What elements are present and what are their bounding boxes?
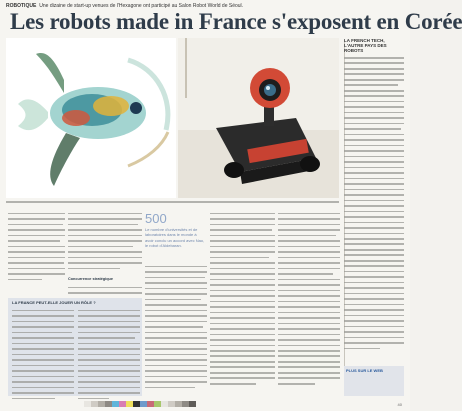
article-column-1 <box>8 209 65 280</box>
pull-quote-text: Le nombre d'universités et de laboratoires dans le monde à avoir conclu un accord avec Nao, le robot d'Aldebaran. <box>145 227 205 249</box>
print-color-bar <box>84 401 196 407</box>
column-1-text <box>8 213 65 280</box>
kicker-text: Une dizaine de start-up venues de l'Hexagone ont participé au Salon Robot World de Séoul. <box>39 3 244 9</box>
web-box-title: PLUS SUR LE WEB <box>346 368 383 373</box>
photo-strip <box>6 38 339 198</box>
column-4-text <box>210 213 275 385</box>
article-column-2-continued <box>68 283 142 296</box>
inset-box-column-1-text <box>12 310 74 399</box>
photo-home-robot <box>178 38 339 198</box>
column-5-text <box>278 213 340 385</box>
sidebar-text <box>344 57 404 349</box>
article-column-3 <box>145 262 207 388</box>
home-robot-illustration <box>178 38 339 198</box>
inset-box-column-2 <box>78 306 140 399</box>
photo-fish-robot <box>6 38 176 198</box>
article-column-4 <box>210 209 275 385</box>
photo-caption <box>6 200 339 203</box>
article-column-2 <box>68 209 142 269</box>
subhead-competition: Concurrence stratégique <box>68 277 113 281</box>
caption-text-lines <box>6 201 339 203</box>
pull-quote-number: 500 <box>145 211 167 226</box>
sidebar <box>344 38 404 398</box>
column-3-text <box>145 266 207 388</box>
sidebar-title: LA FRENCH TECH, L'AUTRE PAYS DES ROBOTS <box>344 38 387 53</box>
column-2-text <box>68 213 142 269</box>
inset-box-title: LA FRANCE PEUT-ELLE JOUER UN RÔLE ? <box>12 300 96 305</box>
page-number: 40 <box>397 402 402 407</box>
inset-box-column-2-text <box>78 310 140 399</box>
inset-box-column-1 <box>12 306 74 399</box>
article-headline: Les robots made in France s'exposent en Corée <box>10 9 462 34</box>
fish-robot-illustration <box>6 38 176 198</box>
column-2-continued-text <box>68 287 142 294</box>
article-column-5 <box>278 209 340 385</box>
section-label: ROBOTIQUE <box>6 3 37 9</box>
pull-quote <box>145 212 205 249</box>
